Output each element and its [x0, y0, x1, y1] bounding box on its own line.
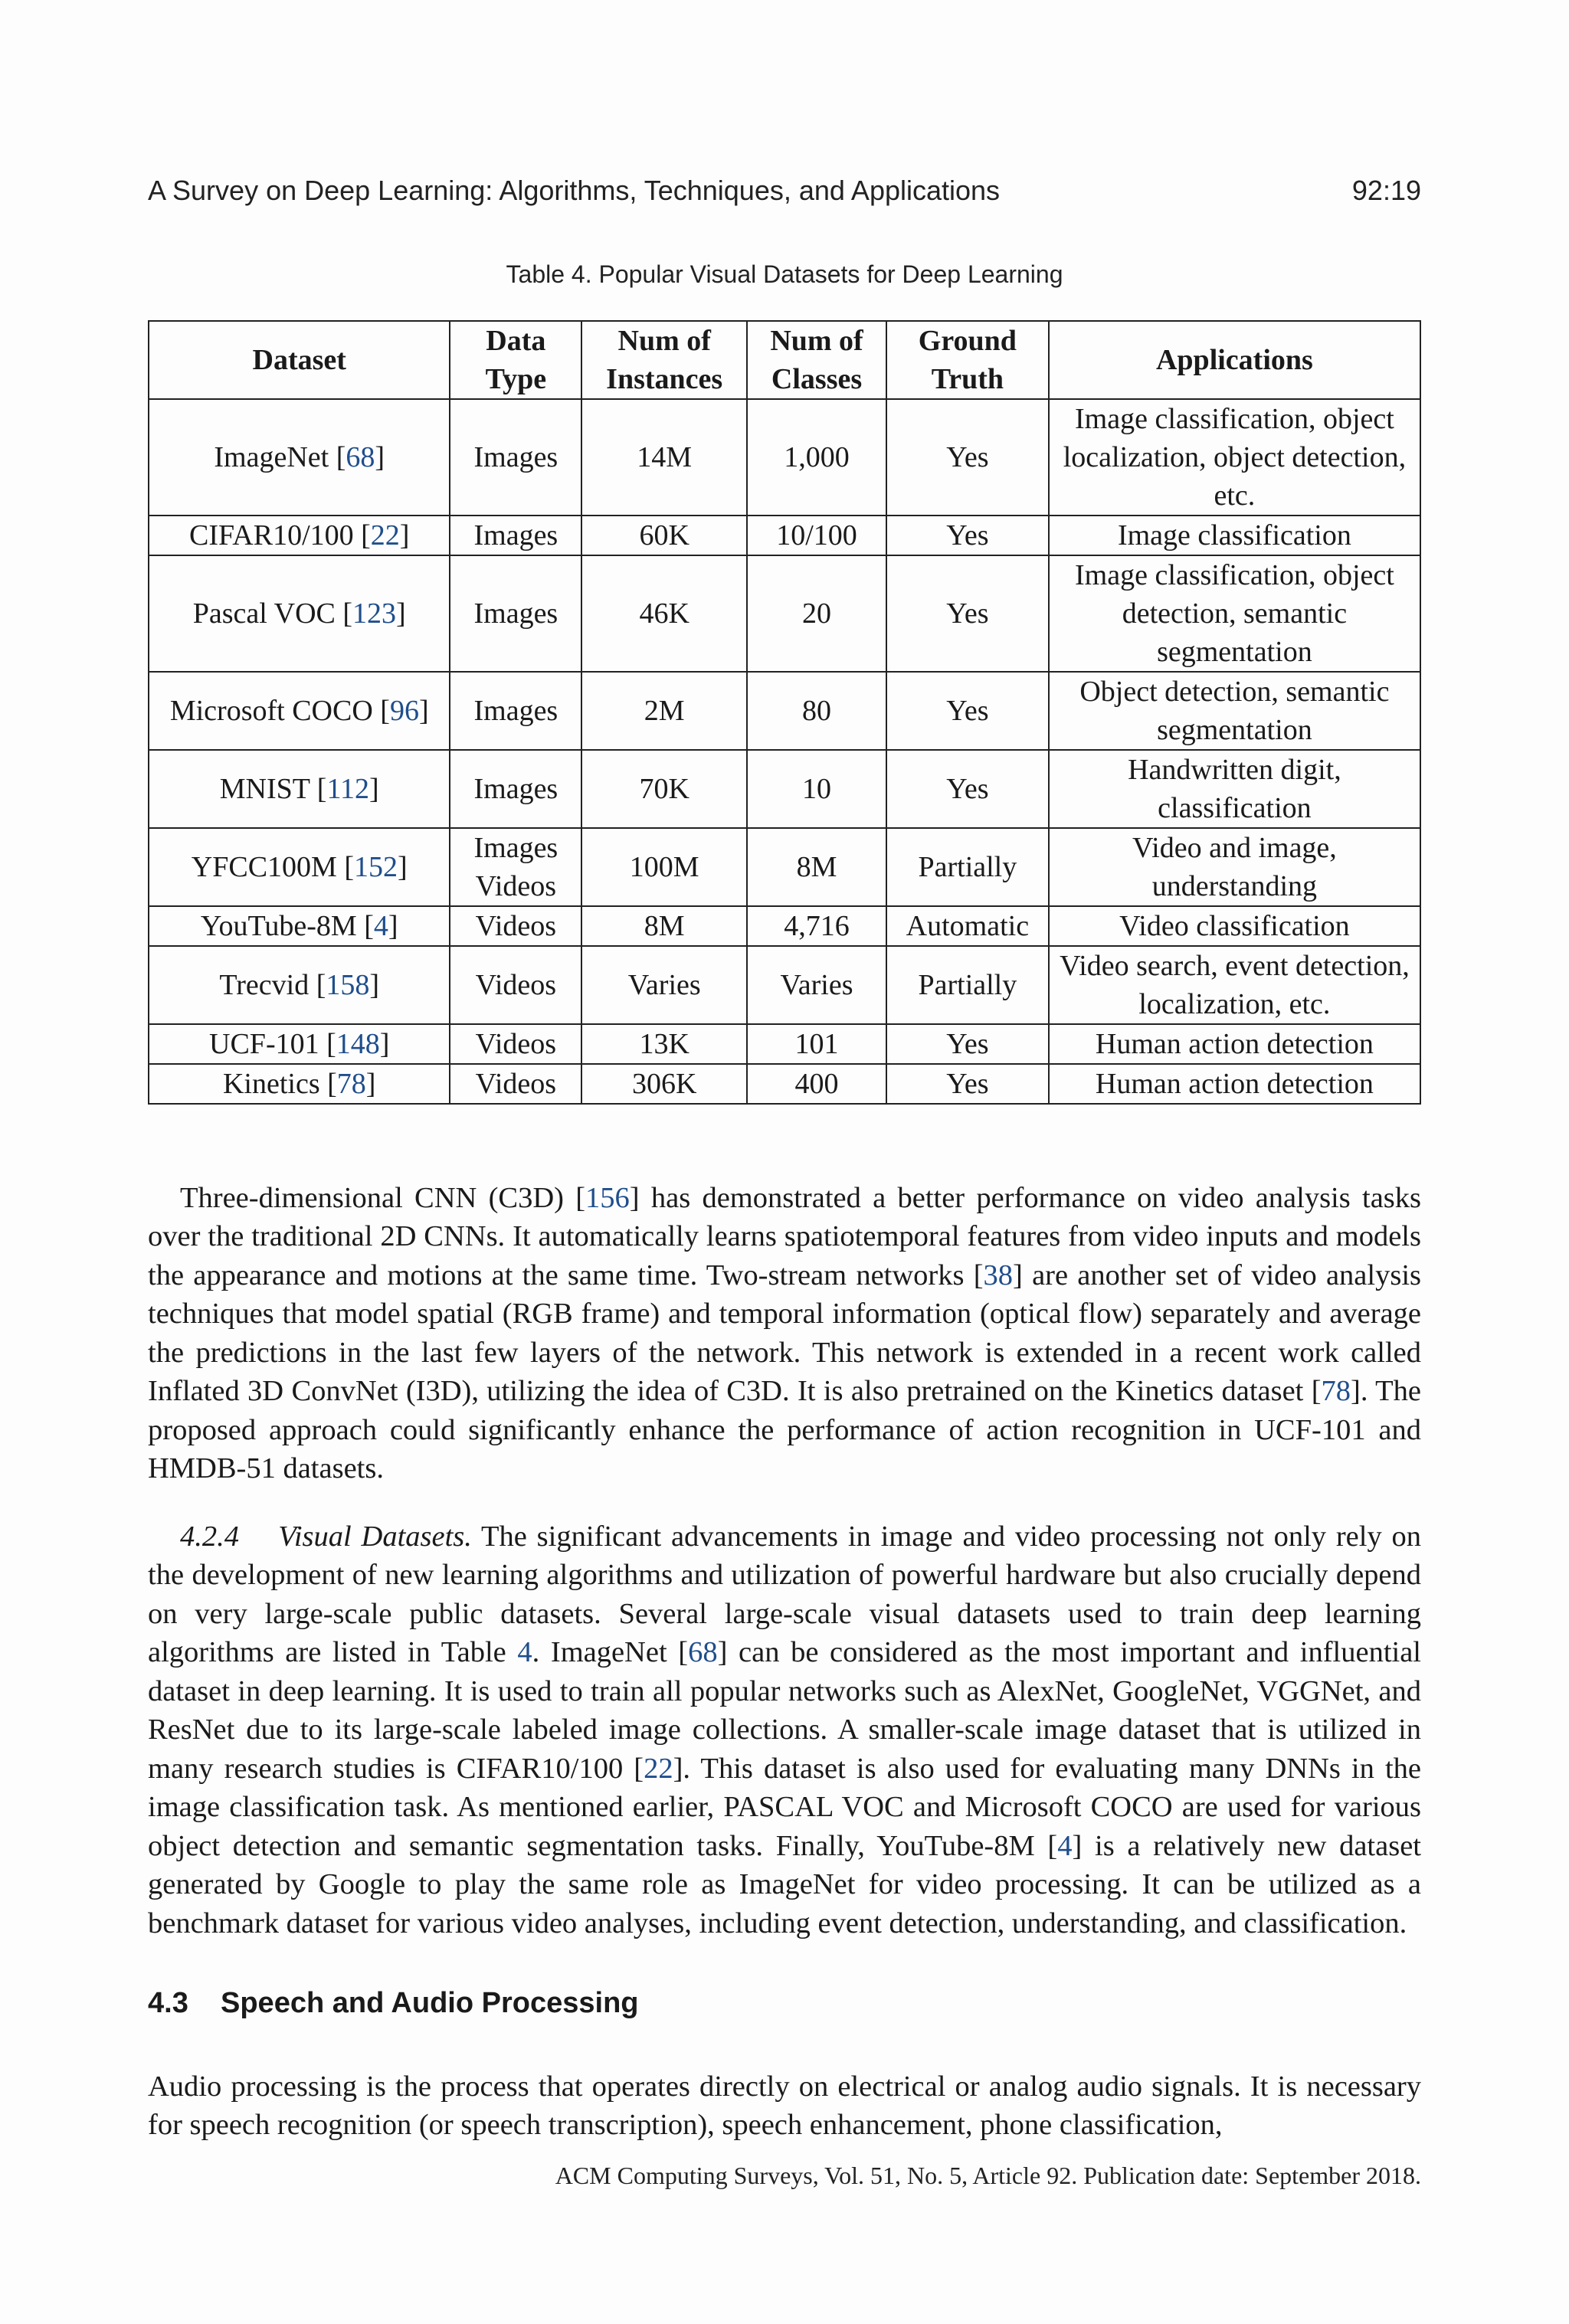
type-cell: Images Videos [450, 828, 581, 906]
instances-cell: 306K [581, 1064, 747, 1104]
type-cell: Videos [450, 946, 581, 1024]
table-link[interactable]: 4 [517, 1636, 532, 1668]
instances-cell: Varies [581, 946, 747, 1024]
paragraph-audio: Audio processing is the process that operates directly on electrical or analog audio signals. It is necessary for speech recognition (or speech transcription), speech enhancement, phone classification, [148, 2070, 1421, 2141]
classes-cell: 4,716 [747, 906, 886, 946]
citation-link[interactable]: 4 [373, 910, 388, 942]
citation-link[interactable]: 68 [688, 1636, 718, 1668]
truth-cell: Yes [886, 1064, 1049, 1104]
table-row [149, 946, 1420, 1024]
citation-link[interactable]: 152 [354, 851, 398, 883]
section-heading [148, 1987, 639, 2020]
running-title: A Survey on Deep Learning: Algorithms, Techniques, and Applications [148, 175, 1001, 206]
type-cell: Images [450, 555, 581, 672]
datasets-table [148, 320, 1421, 1105]
classes-cell: 8M [747, 828, 886, 906]
citation-link[interactable]: 148 [336, 1028, 380, 1060]
col-header-ground-truth: Ground Truth [886, 321, 1049, 399]
type-cell: Images [450, 516, 581, 555]
citation-link[interactable]: 4 [1057, 1829, 1073, 1862]
citation-link[interactable]: 123 [352, 597, 397, 630]
applications-cell: Video and image, understanding [1049, 828, 1420, 906]
citation-link[interactable]: 96 [389, 695, 419, 727]
instances-cell: 100M [581, 828, 747, 906]
col-header-classes: Num of Classes [747, 321, 886, 399]
truth-cell: Yes [886, 399, 1049, 516]
classes-cell: Varies [747, 946, 886, 1024]
running-head [148, 175, 1421, 207]
truth-cell: Automatic [886, 906, 1049, 946]
section-number: 4.3 [148, 1987, 188, 2019]
applications-cell: Video classification [1049, 906, 1420, 946]
dataset-cell: Pascal VOC [123] [149, 555, 450, 672]
applications-cell: Video search, event detection, localization, etc. [1049, 946, 1420, 1024]
instances-cell: 13K [581, 1024, 747, 1064]
classes-cell: 1,000 [747, 399, 886, 516]
truth-cell: Yes [886, 672, 1049, 750]
page-footer: ACM Computing Surveys, Vol. 51, No. 5, Article 92. Publication date: September 2018. [555, 2162, 1421, 2189]
dataset-cell: UCF-101 [148] [149, 1024, 450, 1064]
table-row [149, 516, 1420, 555]
table-row [149, 1064, 1420, 1104]
truth-cell: Partially [886, 828, 1049, 906]
classes-cell: 10/100 [747, 516, 886, 555]
instances-cell: 60K [581, 516, 747, 555]
dataset-cell: Trecvid [158] [149, 946, 450, 1024]
col-header-data-type: Data Type [450, 321, 581, 399]
table-row [149, 828, 1420, 906]
citation-link[interactable]: 38 [983, 1259, 1014, 1291]
instances-cell: 2M [581, 672, 747, 750]
table-row [149, 1024, 1420, 1064]
applications-cell: Human action detection [1049, 1064, 1420, 1104]
subsection-number: 4.2.4 [180, 1520, 239, 1553]
applications-cell: Human action detection [1049, 1024, 1420, 1064]
applications-cell: Handwritten digit, classification [1049, 750, 1420, 828]
paragraph-visual-datasets: 4.2.4 Visual Datasets. The significant advancements in image and video processing not only rely on the development of new learning algorithms and utilization of powerful hardware but also crucially depend on very large-scale public datasets. Several large-scale visual datasets used to train deep learning algorithms are listed in Table 4. ImageNet [68] can be considered as the most important and influential dataset in deep learning. It is used to train all popular networks such as AlexNet, GoogleNet, VGGNet, and ResNet due to its large-scale labeled image collections. A smaller-scale image dataset that is utilized in many research studies is CIFAR10/100 [22]. This dataset is also used for evaluating many DNNs in the image classification task. As mentioned earlier, PASCAL VOC and Microsoft COCO are used for various object detection and semantic segmentation tasks. Finally, YouTube-8M [4] is a relatively new dataset generated by Google to play the same role as ImageNet for video processing. It can be utilized as a benchmark dataset for various video analyses, including event detection, understanding, and classification. [148, 1520, 1421, 1939]
type-cell: Images [450, 672, 581, 750]
truth-cell: Yes [886, 1024, 1049, 1064]
type-cell: Videos [450, 1064, 581, 1104]
table-header-row [149, 321, 1420, 399]
classes-cell: 10 [747, 750, 886, 828]
dataset-cell: ImageNet [68] [149, 399, 450, 516]
citation-link[interactable]: 68 [346, 441, 375, 473]
section-title: Speech and Audio Processing [221, 1987, 639, 2019]
instances-cell: 8M [581, 906, 747, 946]
table-row [149, 750, 1420, 828]
table-row [149, 399, 1420, 516]
col-header-dataset: Dataset [149, 321, 450, 399]
citation-link[interactable]: 22 [370, 519, 400, 552]
truth-cell: Yes [886, 555, 1049, 672]
citation-link[interactable]: 78 [336, 1068, 366, 1100]
instances-cell: 70K [581, 750, 747, 828]
applications-cell: Image classification, object localization, object detection, etc. [1049, 399, 1420, 516]
instances-cell: 46K [581, 555, 747, 672]
type-cell: Images [450, 399, 581, 516]
truth-cell: Yes [886, 516, 1049, 555]
citation-link[interactable]: 158 [326, 969, 370, 1001]
type-cell: Images [450, 750, 581, 828]
table-row [149, 555, 1420, 672]
truth-cell: Partially [886, 946, 1049, 1024]
classes-cell: 20 [747, 555, 886, 672]
table-caption: Table 4. Popular Visual Datasets for Deep Learning [506, 260, 1063, 288]
type-cell: Videos [450, 906, 581, 946]
dataset-cell: Microsoft COCO [96] [149, 672, 450, 750]
table-row [149, 672, 1420, 750]
subsection-title: Visual Datasets. [278, 1520, 472, 1553]
dataset-cell: CIFAR10/100 [22] [149, 516, 450, 555]
dataset-cell: YFCC100M [152] [149, 828, 450, 906]
type-cell: Videos [450, 1024, 581, 1064]
citation-link[interactable]: 112 [326, 773, 370, 805]
classes-cell: 80 [747, 672, 886, 750]
applications-cell: Object detection, semantic segmentation [1049, 672, 1420, 750]
table-row [149, 906, 1420, 946]
dataset-cell: Kinetics [78] [149, 1064, 450, 1104]
applications-cell: Image classification [1049, 516, 1420, 555]
col-header-instances: Num of Instances [581, 321, 747, 399]
applications-cell: Image classification, object detection, semantic segmentation [1049, 555, 1420, 672]
citation-link[interactable]: 22 [644, 1752, 673, 1785]
paragraph-c3d: Three-dimensional CNN (C3D) [156] has demonstrated a better performance on video analysis tasks over the traditional 2D CNNs. It automatically learns spatiotemporal features from video inputs and models the appearance and motions at the same time. Two-stream networks [38] are another set of video analysis techniques that model spatial (RGB frame) and temporal information (optical flow) separately and average the predictions in the last few layers of the network. This network is extended in a recent work called Inflated 3D ConvNet (I3D), utilizing the idea of C3D. It is also pretrained on the Kinetics dataset [78]. The proposed approach could significantly enhance the performance of action recognition in UCF-101 and HMDB-51 datasets. [148, 1181, 1421, 1484]
citation-link[interactable]: 78 [1321, 1375, 1351, 1407]
classes-cell: 400 [747, 1064, 886, 1104]
instances-cell: 14M [581, 399, 747, 516]
page-number: 92:19 [1351, 175, 1421, 206]
col-header-applications: Applications [1049, 321, 1420, 399]
citation-link[interactable]: 156 [585, 1181, 630, 1214]
dataset-cell: MNIST [112] [149, 750, 450, 828]
truth-cell: Yes [886, 750, 1049, 828]
classes-cell: 101 [747, 1024, 886, 1064]
dataset-cell: YouTube-8M [4] [149, 906, 450, 946]
